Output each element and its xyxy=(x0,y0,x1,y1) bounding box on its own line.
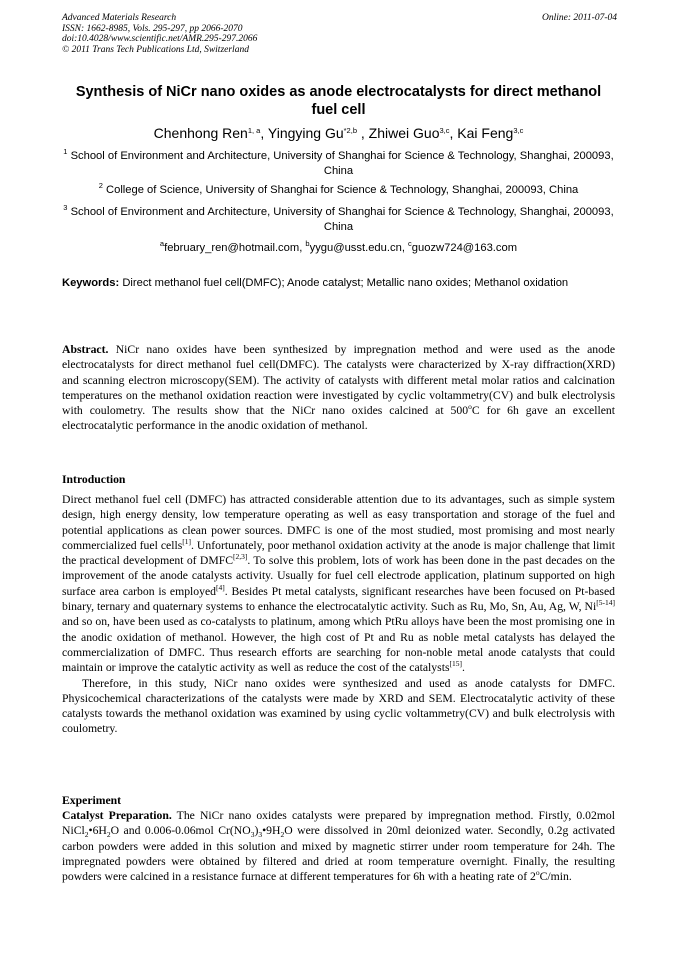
citation[interactable]: [2,3] xyxy=(233,552,248,562)
email-marker: a xyxy=(159,239,165,248)
affiliation-text: School of Environment and Architecture, University of Shanghai for Science & Technology, Shanghai, 200093, China xyxy=(70,150,614,177)
paper-title: Synthesis of NiCr nano oxides as anode electrocatalysts for direct methanol fuel cell xyxy=(75,84,602,118)
keywords-text: Direct methanol fuel cell(DMFC); Anode catalyst; Metallic nano oxides; Methanol oxidation xyxy=(122,277,569,289)
abstract-text: NiCr nano oxides have been synthesized by impregnation method and were used as the anode electrocatalysts for direct methanol fuel cell(DMFC). The catalysts were characterized by X-ray diffraction(XRD) and scanning electron microscopy(SEM). The activity of catalysts with different metal molar ratios and calcination temperatures on the methanol oxidation reaction were investigated by cyclic voltammetry(CV) and bulk electrolysis with coulometry. The results show that the NiCr nano oxides calcined at 500 xyxy=(62,343,616,418)
email-marker: c xyxy=(408,239,412,248)
subsection-label: Catalyst Preparation. xyxy=(62,809,172,822)
text-run: •6H xyxy=(88,824,107,838)
affiliation-2 xyxy=(62,183,615,198)
author-name: Yingying Gu xyxy=(267,125,344,141)
subscript: 2 xyxy=(84,830,89,840)
section-heading-introduction: Introduction xyxy=(62,473,126,486)
citation[interactable]: [1] xyxy=(182,536,191,546)
text-run: C/min. xyxy=(539,870,572,884)
affiliation-number: 3 xyxy=(63,203,68,212)
author-separator: , xyxy=(449,125,458,141)
text-run: The NiCr nano oxides catalysts were prepared by impregnation method. Firstly, 0.02mol NiCl xyxy=(62,809,615,838)
author-separator: , xyxy=(260,125,268,141)
subscript: 2 xyxy=(106,830,111,840)
affiliation-number: 2 xyxy=(98,181,103,190)
keywords-label: Keywords: xyxy=(62,277,120,289)
email-marker: b xyxy=(305,239,310,248)
citation[interactable]: [5-14] xyxy=(596,598,615,608)
text-run: •9H xyxy=(262,824,281,838)
journal-header xyxy=(62,13,617,55)
author-affiliation-marker: 1, a xyxy=(247,126,261,135)
author-name: Chenhong Ren xyxy=(153,125,248,141)
author-list xyxy=(62,124,615,142)
text-run: O and 0.006-0.06mol Cr(NO xyxy=(110,824,251,838)
degree-mark: o xyxy=(535,868,540,878)
author-emails: $^a$february_ren@hotmail.com, $^b$yygu@usst.edu.cn, $^c$guozw724@163.com xyxy=(159,239,518,254)
abstract-label: Abstract. xyxy=(62,343,109,356)
text-run: . Unfortunately, poor methanol oxidation activity at the anode is major challenge that limit the practical development of DMFC xyxy=(62,538,615,568)
text-run: ) xyxy=(254,824,259,838)
introduction-body xyxy=(62,492,615,737)
affiliation-text: College of Science, University of Shanghai for Science & Technology, Shanghai, 200093, China xyxy=(106,184,579,196)
author-affiliation-marker: 3,c xyxy=(439,126,450,135)
experiment-body xyxy=(62,808,615,884)
citation[interactable]: [15] xyxy=(449,659,462,669)
affiliation-text: School of Environment and Architecture, University of Shanghai for Science & Technology, Shanghai, 200093, China xyxy=(70,206,614,233)
subscript: 3 xyxy=(250,830,255,840)
email-link[interactable]: february_ren@hotmail.com xyxy=(164,242,300,254)
text-run: O were dissolved in 20ml deionized water. Secondly, 0.2g activated carbon powders were added in this solution and mixed by magnetic stirrer under room temperature for 24h. The impregnated powders were obtained by filtered and dried at room temperature overnight. Finally, the resulting powders were calcined in a resistance furnace at different temperatures for 6h with a heating rate of 2 xyxy=(62,824,615,884)
affiliation-number: 1 xyxy=(63,147,68,156)
journal-copyright: © 2011 Trans Tech Publications Ltd, Switzerland xyxy=(62,44,249,55)
text-run: and so on, have been used as co-catalysts to platinum, among which PtRu alloys have been the most promising one in the anodic oxidation of methanol. However, the high cost of Pt and Ru as noble metal catalysts has delayed the commercialization of DMFC. Thus research efforts are searching for non-noble metal anode catalysts that could maintain or improve the catalytic activity as well as reduce the cost of the catalysts xyxy=(62,615,615,675)
keywords xyxy=(62,276,615,291)
journal-issn: ISSN: 1662-8985, Vols. 295-297, pp 2066-2070 xyxy=(62,23,243,34)
abstract xyxy=(62,342,615,434)
abstract-text: C for 6h gave an excellent electrocatalytic performance in the anodic oxidation of methanol. xyxy=(62,404,615,433)
section-heading-experiment: Experiment xyxy=(62,794,122,807)
paragraph: Therefore, in this study, NiCr nano oxides were synthesized and used as anode catalysts for DMFC. Physicochemical characterizations of the catalysts were made by XRD and SEM. Electrocatalytic activity of these catalysts towards the methanol oxidation was examined by using cyclic voltammetry(CV) and bulk electrolysis with coulometry. xyxy=(62,676,615,736)
email-link[interactable]: guozw724@163.com xyxy=(411,242,518,254)
email-link[interactable]: yygu@usst.edu.cn xyxy=(309,242,402,254)
text-run: . Besides Pt metal catalysts, significant researches have been focused on Pt-based binary, ternary and quaternary systems to enhance the electrocatalytic activity. Such as Ru, Mo, Sn, Au, Ag, W, Ni xyxy=(62,584,616,614)
paragraph xyxy=(62,493,615,674)
journal-doi: doi:10.4028/www.scientific.net/AMR.295-297.2066 xyxy=(62,34,258,45)
degree-mark: o xyxy=(468,402,472,412)
subscript: 3 xyxy=(258,830,263,840)
affiliation-3 xyxy=(62,205,615,235)
author-affiliation-marker: 3,c xyxy=(513,126,524,135)
citation[interactable]: [4] xyxy=(216,582,225,592)
author-affiliation-marker: *2,b xyxy=(343,126,357,135)
author-name: Zhiwei Guo xyxy=(368,125,440,141)
text-run: Direct methanol fuel cell (DMFC) has attracted considerable attention due to its advantages, such as simple system design, high energy density, low temperature operating as well as easy transportation and storage of the fuel and potential applications as clean power sources. DMFC is one of the most studied, most promising and most nearly commercialized fuel cells xyxy=(62,493,615,552)
journal-name: Advanced Materials Research xyxy=(62,13,177,23)
author-name: Kai Feng xyxy=(457,125,514,141)
online-date: Online: 2011-07-04 xyxy=(541,13,617,23)
author-separator: , xyxy=(357,125,369,141)
affiliation-1 xyxy=(62,149,615,179)
text-run: . To solve this problem, lots of work has been done in the past decades on the improvement of the anode catalysts activity. Usually for fuel cell electrode application, platinum supported on high surface area carbon is employed xyxy=(62,554,615,598)
text-run: . xyxy=(462,661,465,675)
subscript: 2 xyxy=(280,830,285,840)
